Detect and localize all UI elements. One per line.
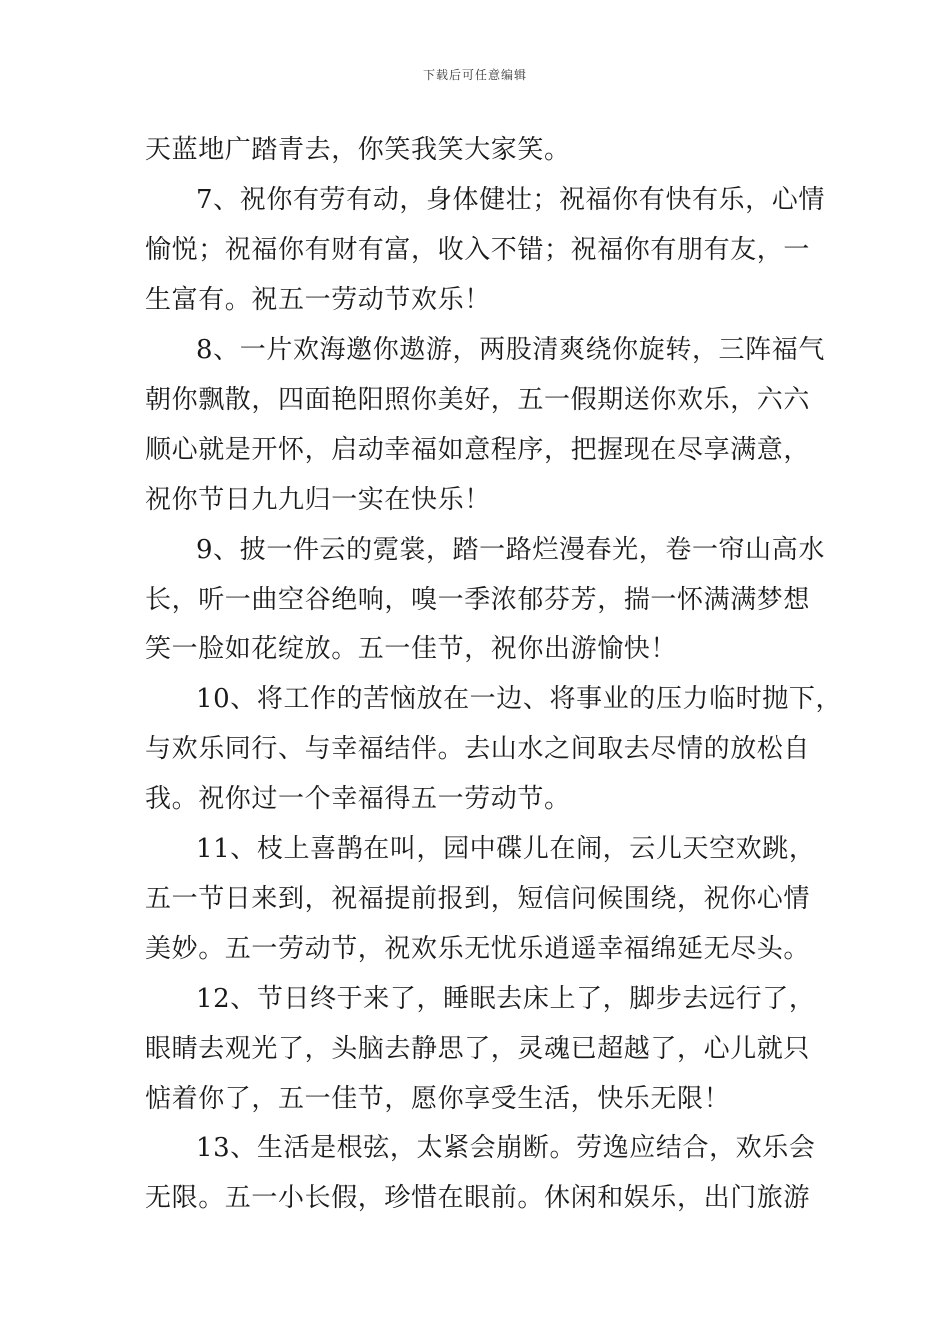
paragraph-start-line: 8、一片欢海邀你遨游，两股清爽绕你旋转，三阵福气 xyxy=(196,335,825,365)
text-line: 笑一脸如花绽放。五一佳节，祝你出游愉快！ xyxy=(145,634,678,664)
text-line: 眼睛去观光了，头脑去静思了，灵魂已超越了，心儿就只 xyxy=(145,1034,811,1064)
paragraph-start-line: 7、祝你有劳有动，身体健壮；祝福你有快有乐，心情 xyxy=(196,185,825,215)
paragraph-start-line: 12、节日终于来了，睡眠去床上了，脚步去远行了， xyxy=(196,984,816,1014)
text-line: 祝你节日九九归一实在快乐！ xyxy=(145,485,491,515)
paragraph-start-line: 11、枝上喜鹊在叫，园中碟儿在闹，云儿天空欢跳， xyxy=(196,834,816,864)
text-line: 我。祝你过一个幸福得五一劳动节。 xyxy=(145,784,571,814)
text-line: 长，听一曲空谷绝响，嗅一季浓郁芬芳，揣一怀满满梦想 xyxy=(145,585,811,615)
text-line: 顺心就是开怀，启动幸福如意程序，把握现在尽享满意， xyxy=(145,435,811,465)
text-line: 愉悦；祝福你有财有富，收入不错；祝福你有朋有友，一 xyxy=(145,235,811,265)
page-header: 下载后可任意编辑 xyxy=(422,68,527,82)
text-line: 朝你飘散，四面艳阳照你美好，五一假期送你欢乐，六六 xyxy=(145,385,811,415)
text-line: 美妙。五一劳动节，祝欢乐无忧乐逍遥幸福绵延无尽头。 xyxy=(145,934,811,964)
text-line: 生富有。祝五一劳动节欢乐！ xyxy=(145,285,491,315)
text-line: 天蓝地广踏青去，你笑我笑大家笑。 xyxy=(145,135,571,165)
paragraph-start-line: 13、生活是根弦，太紧会崩断。劳逸应结合，欢乐会 xyxy=(196,1133,816,1163)
text-line: 惦着你了，五一佳节，愿你享受生活，快乐无限！ xyxy=(145,1084,731,1114)
text-line: 与欢乐同行、与幸福结伴。去山水之间取去尽情的放松自 xyxy=(145,734,811,764)
text-line: 五一节日来到，祝福提前报到，短信问候围绕，祝你心情 xyxy=(145,884,811,914)
paragraph-start-line: 9、披一件云的霓裳，踏一路烂漫春光，卷一帘山高水 xyxy=(196,535,825,565)
paragraph-start-line: 10、将工作的苦恼放在一边、将事业的压力临时抛下， xyxy=(196,684,843,714)
text-line: 无限。五一小长假，珍惜在眼前。休闲和娱乐，出门旅游 xyxy=(145,1183,811,1213)
